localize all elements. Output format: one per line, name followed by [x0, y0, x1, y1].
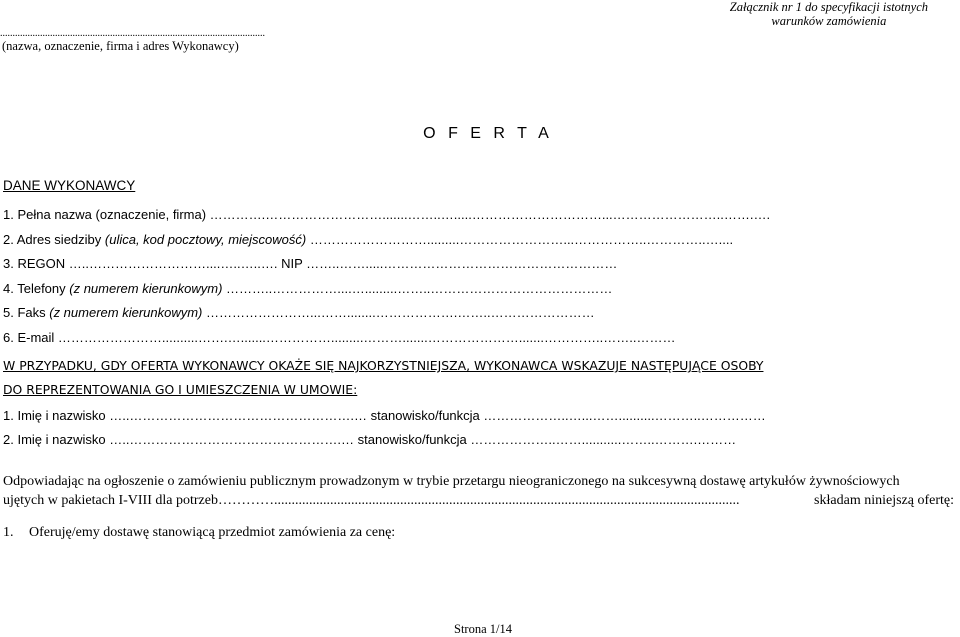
person-row	[3, 428, 958, 452]
field-label: 5. Faks	[3, 305, 46, 320]
person-role-fill: ………………..……...........……..……….………	[466, 432, 737, 447]
field-label: 4. Telefony	[3, 280, 66, 296]
field-email	[3, 326, 958, 351]
field-phones	[3, 277, 958, 302]
field-hint: (z numerem kierunkowym)	[65, 280, 223, 296]
representation-heading	[3, 354, 959, 402]
point-text: Oferuję/emy dostawę stanowiącą przedmiot zamówienia za cenę:	[29, 525, 396, 540]
field-fill: ………….……………………….......……..….....…………………………...……………………..…….….	[206, 207, 771, 222]
field-hint: (ulica, kod pocztowy, miejscowość)	[101, 231, 307, 247]
field-full-name	[3, 203, 958, 228]
person-role-label: stanowisko/funkcja	[367, 408, 480, 423]
field-label: 6. E-mail	[3, 329, 55, 345]
page-number: Strona 1/14	[454, 622, 512, 636]
page-title: O F E R T A	[423, 125, 553, 142]
person-row	[3, 404, 958, 428]
point-number: 1.	[3, 525, 14, 540]
announcement-line-2	[3, 491, 958, 510]
field-fax	[3, 301, 958, 326]
field-fill: …..………………………....…..…..…. NIP ……..…….....………………………………………………	[65, 256, 618, 271]
field-fill: ……………………..........…….….......…………….........……….......………………….......…………..……..………	[54, 329, 676, 345]
person-name-fill: …..…………………………………………….…	[105, 408, 368, 423]
person-role-fill: ………………..…...……..........………..……………	[479, 408, 766, 423]
announcement-line-1: Odpowiadając na ogłoszenie o zamówieniu publicznym prowadzonym w trybie przetargu nieograniczonego na sukcesywną dostawę artykułów żywnościowych	[3, 474, 900, 489]
contractor-caption: (nazwa, oznaczenie, firma i adres Wykonawcy)	[2, 39, 239, 53]
person-label: 1. Imię i nazwisko	[3, 408, 106, 423]
field-label: 2. Adres siedziby	[3, 231, 102, 247]
annex-line-2: warunków zamówienia	[771, 14, 887, 28]
persons-list	[3, 404, 958, 452]
field-regon-nip	[3, 252, 958, 277]
announcement-end: składam niniejszą ofertę:	[814, 493, 954, 508]
announcement-paragraph	[3, 472, 958, 510]
field-fill: ……………………….........……………………...……………..…………..…....	[306, 231, 734, 247]
representation-line-1: W PRZYPADKU, GDY OFERTA WYKONAWCY OKAŻE SIĘ NAJKORZYSTNIEJSZA, WYKONAWCA WSKAZUJE NASTĘPUJĄCE OSOBY	[3, 358, 764, 373]
section-heading: DANE WYKONAWCY	[3, 178, 136, 193]
field-label: 1. Pełna nazwa (oznaczenie, firma)	[3, 207, 207, 222]
point-1	[3, 523, 395, 542]
field-fill: ………..……………....….........……..……………………………………	[222, 280, 613, 296]
field-label: 3. REGON	[3, 256, 66, 271]
field-fill: ……………………...……........……………….……..……………………	[202, 305, 595, 320]
person-role-label: stanowisko/funkcja	[354, 432, 467, 447]
field-hint: (z numerem kierunkowym)	[45, 305, 203, 320]
field-address	[3, 228, 958, 253]
person-label: 2. Imię i nazwisko	[3, 432, 106, 447]
representation-line-2: DO REPREZENTOWANIA GO I UMIESZCZENIA W UMOWIE:	[3, 382, 358, 397]
announcement-fill: ………….....................................................................................................................................	[217, 493, 740, 508]
annex-note	[730, 0, 928, 28]
contractor-dots: ..........................................................................................................	[0, 28, 265, 39]
announcement-text: ujętych w pakietach I-VIII dla potrzeb	[3, 493, 218, 508]
annex-line-1: Załącznik nr 1 do specyfikacji istotnych	[729, 0, 928, 14]
contractor-fields	[3, 203, 958, 350]
person-name-fill: …..………………………………………….…	[105, 432, 355, 447]
